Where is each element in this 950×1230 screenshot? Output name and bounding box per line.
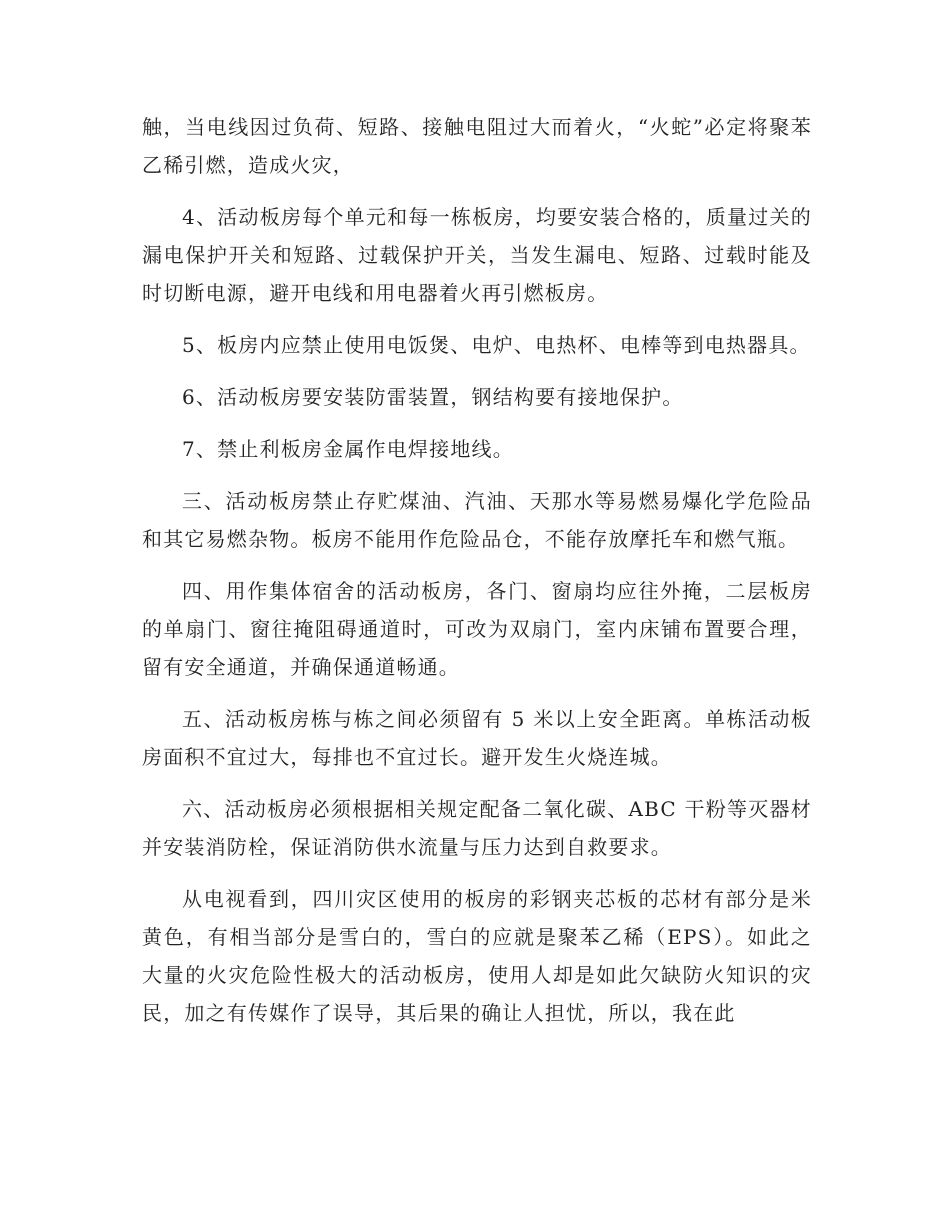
paragraph-section-5: 五、活动板房栋与栋之间必须留有 5 米以上安全距离。单栋活动板房面积不宜过大，每排也不宜过长。避开发生火烧连城。 <box>142 707 812 769</box>
paragraph-item-5: 5、板房内应禁止使用电饭煲、电炉、电热杯、电棒等到电热器具。 <box>182 333 811 357</box>
paragraph-item-7: 7、禁止利板房金属作电焊接地线。 <box>182 437 514 461</box>
paragraph-section-4: 四、用作集体宿舍的活动板房，各门、窗扇均应往外掩，二层板房的单扇门、窗往掩阻碍通道时，可改为双扇门，室内床铺布置要合理，留有安全通道，并确保通道畅通。 <box>142 579 812 679</box>
paragraph-item-4: 4、活动板房每个单元和每一栋板房，均要安装合格的，质量过关的漏电保护开关和短路、过载保护开关，当发生漏电、短路、过载时能及时切断电源，避开电线和用电器着火再引燃板房。 <box>142 205 812 305</box>
paragraph-continuation: 触，当电线因过负荷、短路、接触电阻过大而着火，“火蛇”必定将聚苯乙稀引燃，造成火灾， <box>142 115 812 177</box>
paragraph-section-6: 六、活动板房必须根据相关规定配备二氧化碳、ABC 干粉等灭器材并安装消防栓，保证消防供水流量与压力达到自救要求。 <box>142 797 812 859</box>
paragraph-item-6: 6、活动板房要安装防雷装置，钢结构要有接地保护。 <box>182 385 684 409</box>
paragraph-closing: 从电视看到，四川灾区使用的板房的彩钢夹芯板的芯材有部分是米黄色，有相当部分是雪白的，雪白的应就是聚苯乙稀（EPS）。如此之大量的火灾危险性极大的活动板房，使用人却是如此欠缺防火知识的灾民，加之有传媒作了误导，其后果的确让人担忧，所以，我在此 <box>142 887 812 1025</box>
document-body <box>142 108 812 1046</box>
paragraph-section-3: 三、活动板房禁止存贮煤油、汽油、天那水等易燃易爆化学危险品和其它易燃杂物。板房不能用作危险品仓，不能存放摩托车和燃气瓶。 <box>142 489 812 551</box>
